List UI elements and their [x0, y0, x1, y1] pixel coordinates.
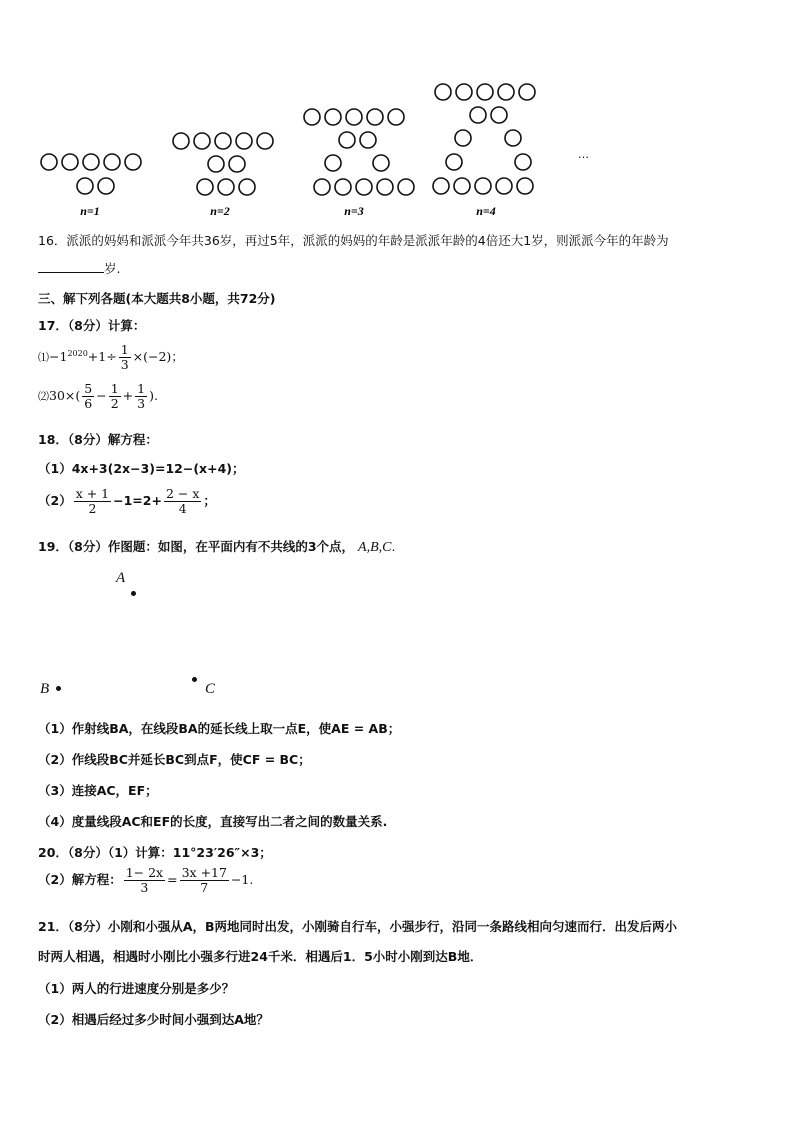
question-20-part-1: 20．（8分）（1）计算：11°23′26″×3； [38, 845, 272, 860]
pattern-label: n=4 [476, 204, 496, 218]
pattern-circle [215, 133, 231, 149]
q19-title-end: . [391, 539, 396, 554]
pattern-circle [208, 156, 224, 172]
pattern-label: n=3 [344, 204, 364, 218]
pattern-circle [314, 179, 330, 195]
pattern-circle [367, 109, 383, 125]
answer-blank [38, 260, 104, 273]
equals-sign: = [167, 872, 178, 887]
pattern-circle [477, 84, 493, 100]
q20-end: −1. [230, 872, 254, 887]
pattern-circle [360, 132, 376, 148]
question-21-line-1: 21．（8分）小刚和小强从A，B两地同时出发，小刚骑自行车，小强步行，沿同一条路线相向匀速而行．出发后两小 [38, 919, 678, 934]
fraction [164, 487, 201, 516]
fraction [109, 382, 121, 411]
pattern-circle [257, 133, 273, 149]
operator: − [96, 388, 107, 403]
question-19-step-2: （2）作线段BC并延长BC到点F，使CF = BC； [38, 752, 311, 767]
point-c-dot [192, 677, 197, 682]
fraction [119, 343, 131, 372]
pattern-circle [455, 130, 471, 146]
fraction [82, 382, 94, 411]
pattern-circle [236, 133, 252, 149]
pattern-circle [62, 154, 78, 170]
numerator: 2 − x [165, 486, 200, 501]
pattern-circle [491, 107, 507, 123]
q17-p2-end: ). [149, 388, 158, 403]
pattern-circle [197, 179, 213, 195]
pattern-circle [454, 178, 470, 194]
question-17-title: 17．（8分）计算： [38, 318, 146, 333]
figure-ellipsis: … [578, 148, 589, 161]
question-18-part-2 [38, 487, 216, 516]
pattern-circle [475, 178, 491, 194]
pattern-circle [304, 109, 320, 125]
pattern-circle [346, 109, 362, 125]
pattern-circle [496, 178, 512, 194]
numerator: x + 1 [75, 486, 110, 501]
denominator: 6 [84, 396, 93, 411]
pattern-circle [515, 154, 531, 170]
fraction [135, 382, 147, 411]
q18-p2-label: （2） [38, 493, 72, 508]
question-16-suffix: 岁. [104, 261, 121, 276]
question-17-part-2 [38, 382, 158, 411]
denominator: 3 [120, 357, 129, 372]
pattern-circle [83, 154, 99, 170]
operator: + [122, 388, 134, 403]
denominator: 3 [137, 396, 146, 411]
pattern-circle [433, 178, 449, 194]
question-17-part-1 [38, 343, 184, 372]
q18-p2-mid: −1=2+ [113, 493, 162, 508]
pattern-circle [125, 154, 141, 170]
pattern-circle [470, 107, 486, 123]
denominator: 3 [140, 880, 149, 895]
pattern-circle [505, 130, 521, 146]
circle-pattern-figure [0, 70, 794, 230]
point-b-label: B [40, 681, 50, 697]
fraction [74, 487, 111, 516]
q17-p2-label: ⑵ [38, 390, 49, 403]
pattern-label: n=2 [210, 204, 230, 218]
pattern-circle [325, 109, 341, 125]
pattern-circle [335, 179, 351, 195]
pattern-circle [398, 179, 414, 195]
question-21-sub-2: （2）相遇后经过多少时间小强到达A地？ [38, 1012, 269, 1027]
q18-p2-end: ； [203, 493, 216, 508]
pattern-circle [456, 84, 472, 100]
point-b-dot [56, 686, 61, 691]
question-18-part-1: （1）4x+3(2x−3)=12−(x+4)； [38, 461, 245, 476]
question-16-text: 16．派派的妈妈和派派今年共36岁，再过5年，派派的妈妈的年龄是派派年龄的4倍还大1岁，则派派今年的年龄为 [38, 233, 669, 248]
q17-p1-a: −1 [49, 349, 68, 364]
pattern-circle [388, 109, 404, 125]
pattern-circle [325, 155, 341, 171]
pattern-circle [229, 156, 245, 172]
pattern-circle [519, 84, 535, 100]
numerator: 1 [110, 381, 119, 396]
pattern-circle [194, 133, 210, 149]
q19-points: A,B,C [358, 540, 392, 555]
pattern-circle [356, 179, 372, 195]
question-16-answer-line [38, 259, 120, 277]
numerator: 3x +17 [181, 865, 227, 880]
denominator: 2 [110, 396, 119, 411]
pattern-circle [104, 154, 120, 170]
fraction [180, 866, 229, 895]
question-21-sub-1: （1）两人的行进速度分别是多少？ [38, 981, 235, 996]
denominator: 2 [88, 501, 97, 516]
question-19-title [38, 537, 395, 556]
question-19-step-4: （4）度量线段AC和EF的长度，直接写出二者之间的数量关系. [38, 814, 388, 829]
q17-p1-c: ×(−2)； [132, 349, 184, 364]
point-c-label: C [205, 681, 216, 697]
q20-p2-label: （2）解方程： [38, 872, 122, 887]
q17-p1-label: ⑴ [38, 351, 49, 364]
question-18-title: 18．（8分）解方程： [38, 432, 158, 447]
numerator: 1 [137, 381, 146, 396]
pattern-circle [173, 133, 189, 149]
pattern-circle [373, 155, 389, 171]
pattern-circle [98, 178, 114, 194]
numerator: 1 [120, 342, 129, 357]
question-20-part-2 [38, 866, 253, 895]
pattern-circle [377, 179, 393, 195]
pattern-label: n=1 [80, 204, 100, 218]
pattern-circle [435, 84, 451, 100]
numerator: 1− 2x [125, 865, 164, 880]
question-16 [38, 231, 669, 249]
point-a-label: A [116, 570, 126, 586]
question-21-line-2: 时两人相遇，相遇时小刚比小强多行进24千米．相遇后1．5小时小刚到达B地． [38, 949, 483, 964]
question-19-step-3: （3）连接AC，EF； [38, 783, 158, 798]
section-3-heading: 三、解下列各题(本大题共8小题，共72分) [38, 291, 276, 306]
pattern-circle [239, 179, 255, 195]
pattern-circle [339, 132, 355, 148]
question-19-step-1: （1）作射线BA，在线段BA的延长线上取一点E，使AE = AB； [38, 721, 401, 736]
numerator: 5 [84, 381, 93, 396]
pattern-circle [517, 178, 533, 194]
q17-p1-exp: 2020 [67, 348, 88, 358]
q17-p1-b: +1÷ [87, 349, 117, 364]
denominator: 7 [200, 880, 209, 895]
pattern-circle [77, 178, 93, 194]
pattern-circle [218, 179, 234, 195]
q17-p2-a: 30×( [49, 388, 81, 403]
q19-title-text: 19．（8分）作图题：如图，在平面内有不共线的3个点， [38, 539, 355, 554]
pattern-circle [446, 154, 462, 170]
pattern-circle [498, 84, 514, 100]
denominator: 4 [178, 501, 187, 516]
point-a-dot [131, 591, 136, 596]
fraction [124, 866, 165, 895]
pattern-circle [41, 154, 57, 170]
